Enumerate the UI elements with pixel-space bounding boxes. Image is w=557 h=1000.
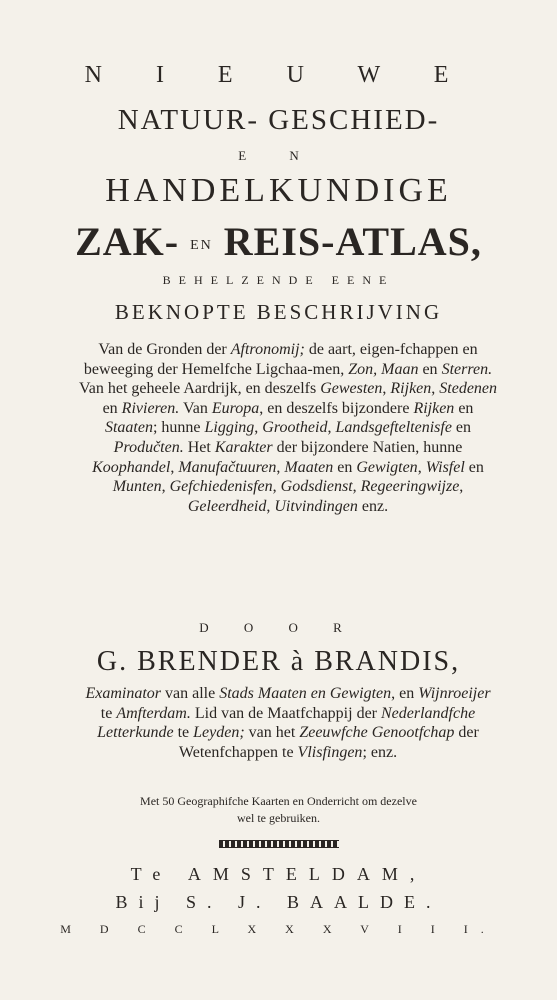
author_desc-run: der Wetenfchappen te <box>178 724 479 761</box>
description-run: en <box>418 360 442 378</box>
author_desc-run: Examinator <box>85 685 161 702</box>
description-run: en <box>464 458 484 476</box>
title-small-en: EN <box>190 237 213 253</box>
author_desc-run: Zeeuwfche Genootfchap <box>299 724 455 742</box>
description-run: Van de Gronden der <box>98 341 231 358</box>
maps-note <box>0 793 557 827</box>
description-run: Stedenen <box>439 380 498 398</box>
description-run: Maan <box>381 360 419 378</box>
title-line-natuur-geschied: NATUUR- GESCHIED- <box>117 104 440 136</box>
description-run: Het <box>183 438 215 456</box>
author_desc-run: Nederlandfche Letterkunde <box>97 704 476 742</box>
description-run: , <box>382 380 391 398</box>
maps-note-line2: wel te gebruiken. <box>237 811 320 825</box>
author_desc-run: Wijnroeijer <box>418 685 491 702</box>
description-run: Manufačtuuren <box>178 458 277 476</box>
description-run: , <box>459 478 464 496</box>
description-paragraph <box>78 340 498 516</box>
author_desc-run: ; enz. <box>362 743 398 761</box>
maps-note-line1: Met 50 Geographifche Kaarten en Onderricht om dezelve <box>140 794 417 808</box>
author_desc-run: Amfterdam. <box>116 704 191 722</box>
author_desc-run: Vlisfingen <box>297 743 363 761</box>
description-run: en <box>454 399 474 417</box>
description-run: Maaten <box>284 458 334 476</box>
description-run: Gewesten <box>320 380 383 398</box>
description-run: der bijzondere Natien, hunne <box>272 438 463 456</box>
description-run: , en deszelfs bijzondere <box>259 399 414 417</box>
author_desc-run: van alle <box>160 685 220 702</box>
description-run: Produčten. <box>113 438 184 456</box>
description-run: Rivieren. <box>121 399 180 417</box>
description-run: Grootheid <box>262 419 328 437</box>
description-run: Landsgefteltenisfe <box>335 419 452 437</box>
ornament-bar <box>219 840 339 848</box>
description-run: , <box>170 458 179 476</box>
author_desc-run: Stads Maaten en Gewigten <box>219 685 392 702</box>
description-run: en <box>451 419 472 437</box>
imprint-year: M D C C L X X X V I I I. <box>60 922 497 936</box>
description-run: Uitvindingen <box>274 497 358 515</box>
description-run: , <box>352 478 361 496</box>
author_desc-run: te <box>173 724 194 742</box>
description-run: en <box>333 458 357 476</box>
author_desc-run: van het <box>244 724 300 742</box>
description-run: Europa <box>211 399 260 417</box>
description-run: de aart, eigen-fchappen en beweeging der Hemelfche Ligchaa-men, <box>83 341 478 378</box>
description-run: ; hunne <box>152 419 205 437</box>
subtitle-beknopte: BEKNOPTE BESCHRIJVING <box>114 300 443 324</box>
description-run: Koophandel <box>92 458 171 476</box>
author_desc-run: te <box>100 704 117 722</box>
description-run: , <box>272 478 281 496</box>
description-run: Ligging <box>204 419 255 437</box>
title-reis-atlas: REIS-ATLAS, <box>223 219 482 264</box>
description-run: Rijken <box>390 380 432 398</box>
description-run: Regeeringwijze <box>360 478 460 496</box>
description-run: Munten <box>112 478 162 496</box>
description-run: Geleerdheid <box>187 497 267 515</box>
description-run: Karakter <box>214 438 273 456</box>
description-run: , <box>417 458 426 476</box>
author-description <box>78 684 498 762</box>
author-name: G. BRENDER à BRANDIS, <box>96 646 461 677</box>
title-line-nieuwe: N I E U W E <box>84 62 473 88</box>
title-line-en: E N <box>238 148 319 163</box>
description-run: enz. <box>357 497 389 515</box>
description-run: , <box>266 497 275 515</box>
description-run: Rijken <box>413 399 455 417</box>
imprint-publisher: Bij S. J. BAALDE. <box>115 892 442 912</box>
description-run: en <box>102 399 122 417</box>
description-run: Zon, <box>348 360 378 378</box>
description-run: Godsdienst <box>280 478 353 496</box>
author_desc-run: Leyden; <box>193 724 245 742</box>
description-run: , <box>254 419 263 437</box>
description-run: Gefchiedenisfen <box>169 478 273 496</box>
description-run: , <box>161 478 170 496</box>
description-run: Sterren. <box>441 360 493 378</box>
description-run: Wisfel <box>425 458 465 476</box>
title-zak: ZAK- <box>75 219 180 264</box>
ornament-rule <box>0 835 557 845</box>
imprint-place: Te AMSTELDAM, <box>130 864 427 884</box>
door-label: D O O R <box>199 620 358 635</box>
description-run: , <box>431 380 440 398</box>
description-run: , <box>276 458 285 476</box>
title-line-handelkundige: HANDELKUNDIGE <box>105 172 452 209</box>
description-run: , <box>327 419 336 437</box>
author_desc-run: Lid van de Maatfchappij der <box>190 704 381 722</box>
subtitle-behelzende: BEHELZENDE EENE <box>162 273 395 287</box>
title-line-zak-en-reis-atlas <box>0 218 557 265</box>
description-run: Van <box>179 399 212 417</box>
description-run: Aftronomij; <box>230 341 305 358</box>
description-run: Staaten <box>104 419 153 437</box>
author_desc-run: , en <box>391 685 419 702</box>
description-run: Gewigten <box>356 458 418 476</box>
description-run: Van het geheele Aardrijk, en deszelfs <box>78 380 321 398</box>
